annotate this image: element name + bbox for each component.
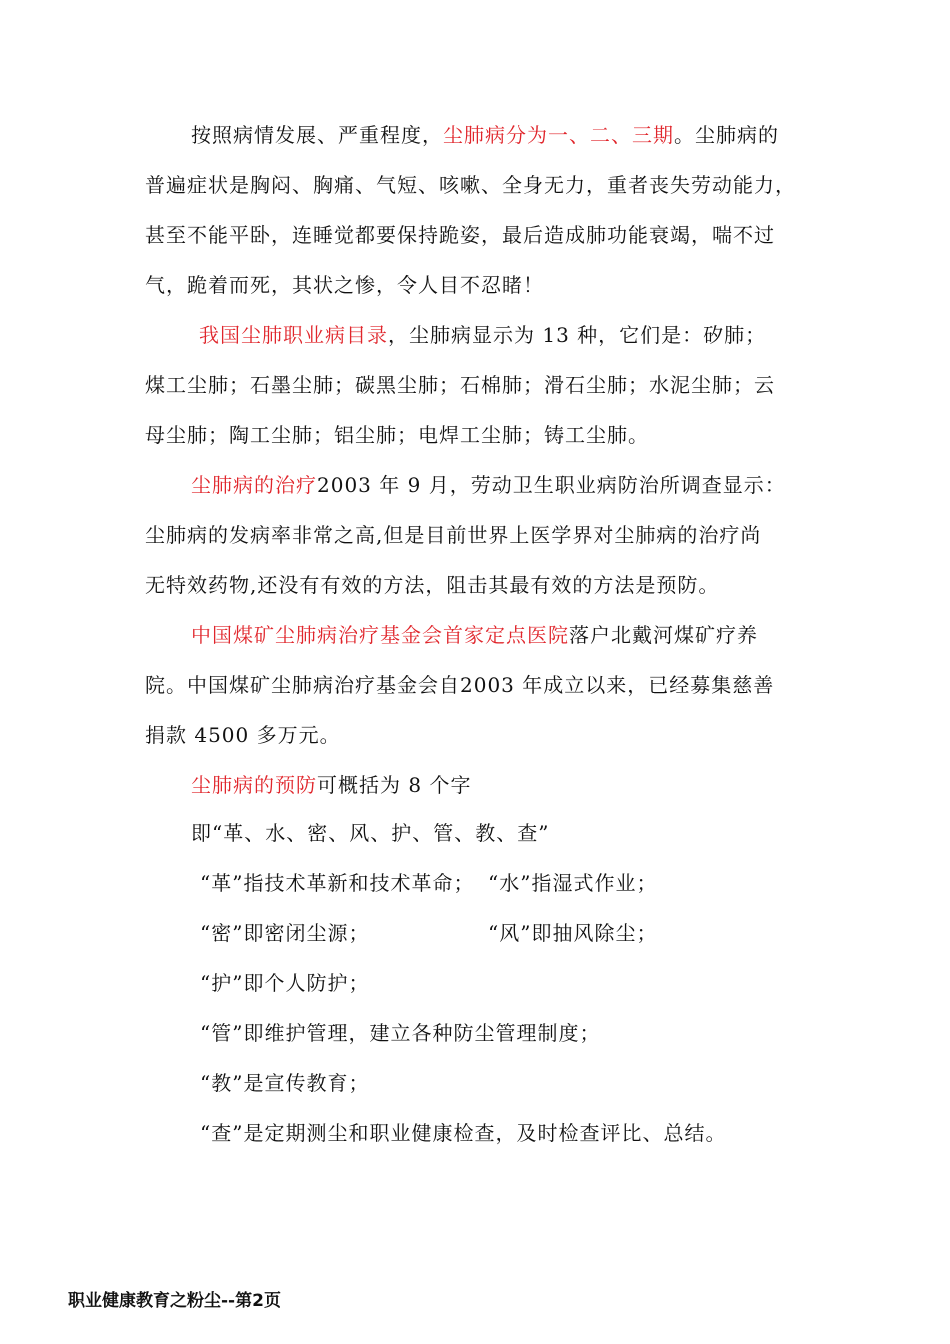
paragraph-hospital	[145, 610, 810, 760]
text-line: 气，跪着而死，其状之惨，令人目不忍睹！	[145, 273, 544, 297]
prevention-item-feng: “风”即抽风除尘；	[488, 921, 658, 945]
paragraph-stages	[145, 110, 810, 310]
text-line	[145, 760, 810, 810]
text-span: 可概括为 8 个字	[317, 773, 472, 797]
prevention-item-guan: “管”即维护管理，建立各种防尘管理制度；	[200, 1021, 601, 1045]
text-line: 无特效药物,还没有有效的方法，阻击其最有效的方法是预防。	[145, 573, 720, 597]
prevention-item-ge: “革”指技术革新和技术革命；	[200, 871, 475, 895]
text-span: 落户北戴河煤矿疗养	[569, 623, 758, 647]
paragraph-catalog	[145, 310, 810, 460]
highlight-treatment: 尘肺病的治疗	[191, 473, 317, 497]
text-line: 母尘肺；陶工尘肺；铝尘肺；电焊工尘肺；铸工尘肺。	[145, 423, 649, 447]
prevention-item-jiao: “教”是宣传教育；	[200, 1071, 370, 1095]
prevention-summary: 即“革、水、密、风、护、管、教、查”	[191, 821, 550, 845]
highlight-stages: 尘肺病分为一、二、三期	[443, 123, 674, 147]
prevention-item-shui: “水”指湿式作业；	[488, 871, 658, 895]
text-span: 按照病情发展、严重程度，	[191, 123, 443, 147]
highlight-catalog: 我国尘肺职业病目录	[199, 323, 388, 347]
text-span: ，尘肺病显示为 13 种，它们是：矽肺；	[388, 323, 767, 347]
text-line	[145, 610, 810, 660]
text-line: 煤工尘肺；石墨尘肺；碳黑尘肺；石棉肺；滑石尘肺；水泥尘肺；云	[145, 373, 775, 397]
text-line: 捐款 4500 多万元。	[145, 723, 341, 747]
paragraph-treatment	[145, 460, 810, 610]
text-line: 院。中国煤矿尘肺病治疗基金会自2003 年成立以来，已经募集慈善	[145, 673, 775, 697]
text-line: 普遍症状是胸闷、胸痛、气短、咳嗽、全身无力，重者丧失劳动能力，	[145, 173, 796, 197]
paragraph-prevention	[145, 760, 810, 810]
text-line: 甚至不能平卧，连睡觉都要保持跪姿，最后造成肺功能衰竭，喘不过	[145, 223, 775, 247]
highlight-hospital: 中国煤矿尘肺病治疗基金会首家定点医院	[191, 623, 569, 647]
text-span: 。尘肺病的	[674, 123, 779, 147]
page-footer: 职业健康教育之粉尘--第2页	[68, 1291, 281, 1311]
text-line	[145, 110, 810, 160]
text-span: 2003 年 9 月，劳动卫生职业病防治所调查显示：	[317, 473, 786, 497]
prevention-item-hu: “护”即个人防护；	[200, 971, 370, 995]
prevention-item-mi: “密”即密闭尘源；	[200, 921, 370, 945]
text-line: 尘肺病的发病率非常之高,但是目前世界上医学界对尘肺病的治疗尚	[145, 523, 762, 547]
highlight-prevention: 尘肺病的预防	[191, 773, 317, 797]
text-line	[145, 460, 810, 510]
text-line	[145, 310, 810, 360]
prevention-item-cha: “查”是定期测尘和职业健康检查，及时检查评比、总结。	[200, 1121, 727, 1145]
